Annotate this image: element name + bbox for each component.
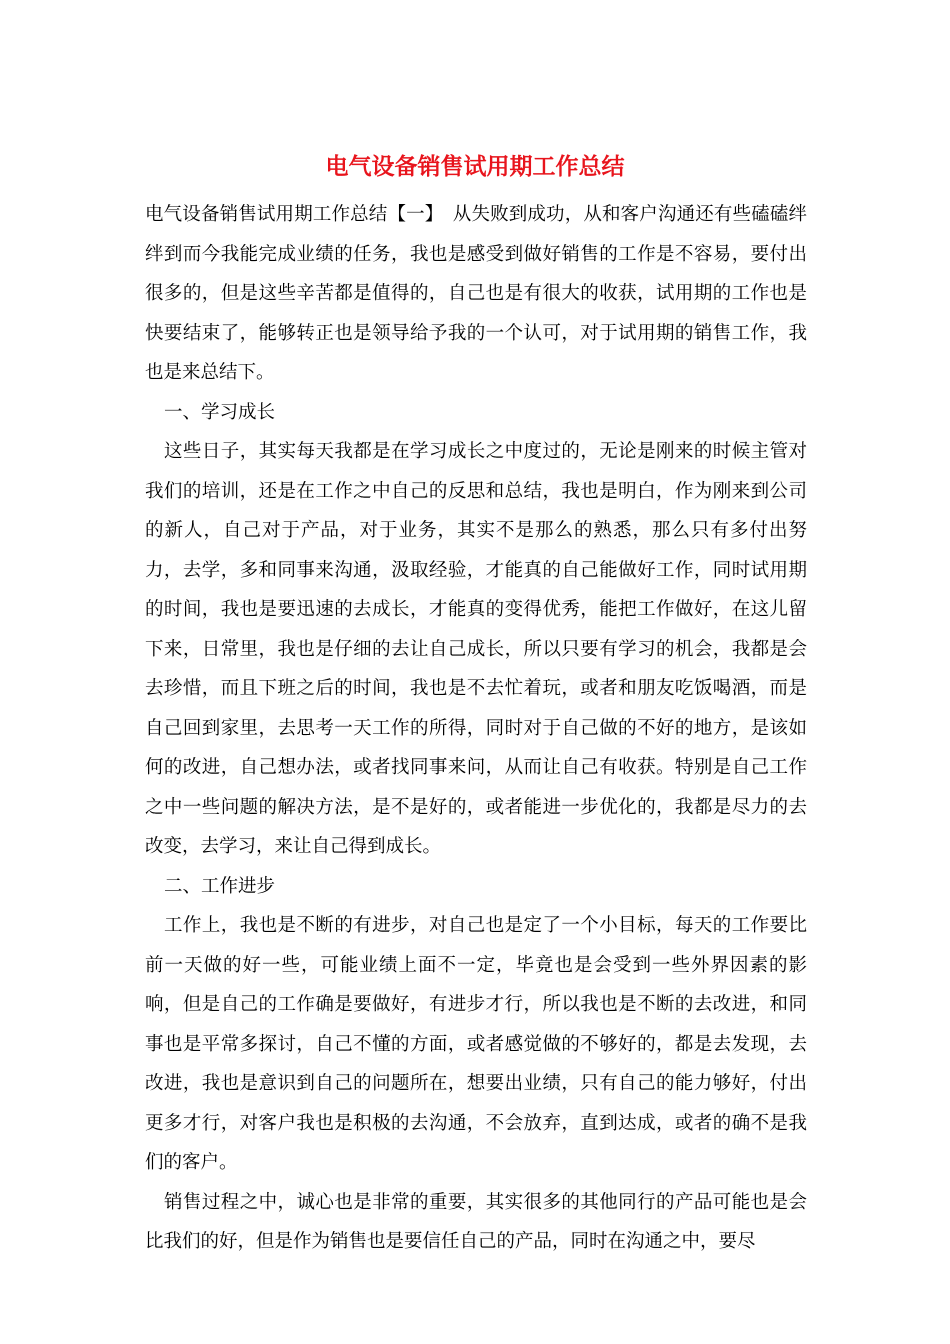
section-heading-progress: 二、工作进步 — [164, 875, 276, 897]
document-title: 电气设备销售试用期工作总结 — [325, 153, 625, 180]
section-paragraph: 这些日子，其实每天我都是在学习成长之中度过的，无论是刚来的时候主管对我们的培训，还是在工作之中自己的反思和总结，我也是明白，作为刚来到公司的新人，自己对于产品，对于业务，其实不是那么的熟悉，那么只有多付出努力，去学，多和同事来沟通，汲取经验，才能真的自己能做好工作，同时试用期的时间，我也是要迅速的去成长，才能真的变得优秀，能把工作做好，在这儿留下来，日常里，我也是仔细的去让自己成长，所以只要有学习的机会，我都是会去珍惜，而且下班之后的时间，我也是不去忙着玩，或者和朋友吃饭喝酒，而是自己回到家里，去思考一天工作的所得，同时对于自己做的不好的地方，是该如何的改进，自己想办法，或者找同事来问，从而让自己有收获。特别是自己工作之中一些问题的解决方法，是不是好的，或者能进一步优化的，我都是尽力的去改变，去学习，来让自己得到成长。 — [145, 441, 807, 857]
section-paragraph: 工作上，我也是不断的有进步，对自己也是定了一个小目标，每天的工作要比前一天做的好一些，可能业绩上面不一定，毕竟也是会受到一些外界因素的影响，但是自己的工作确是要做好，有进步才行，所以我也是不断的去改进，和同事也是平常多探讨，自己不懂的方面，或者感觉做的不够好的，都是去发现，去改进，我也是意识到自己的问题所在，想要出业绩，只有自己的能力够好，付出更多才行，对客户我也是积极的去沟通，不会放弃，直到达成，或者的确不是我们的客户。 — [145, 915, 807, 1173]
section-paragraph: 销售过程之中，诚心也是非常的重要，其实很多的其他同行的产品可能也是会比我们的好，但是作为销售也是要信任自己的产品，同时在沟通之中，要尽 — [145, 1191, 807, 1252]
document-body — [145, 195, 807, 1262]
intro-paragraph: 电气设备销售试用期工作总结【一】 从失败到成功，从和客户沟通还有些磕磕绊绊到而今我能完成业绩的任务，我也是感受到做好销售的工作是不容易，要付出很多的，但是这些辛苦都是值得的，自己也是有很大的收获，试用期的工作也是快要结束了，能够转正也是领导给予我的一个认可，对于试用期的销售工作，我也是来总结下。 — [145, 204, 807, 383]
section-heading-learning: 一、学习成长 — [164, 401, 276, 423]
